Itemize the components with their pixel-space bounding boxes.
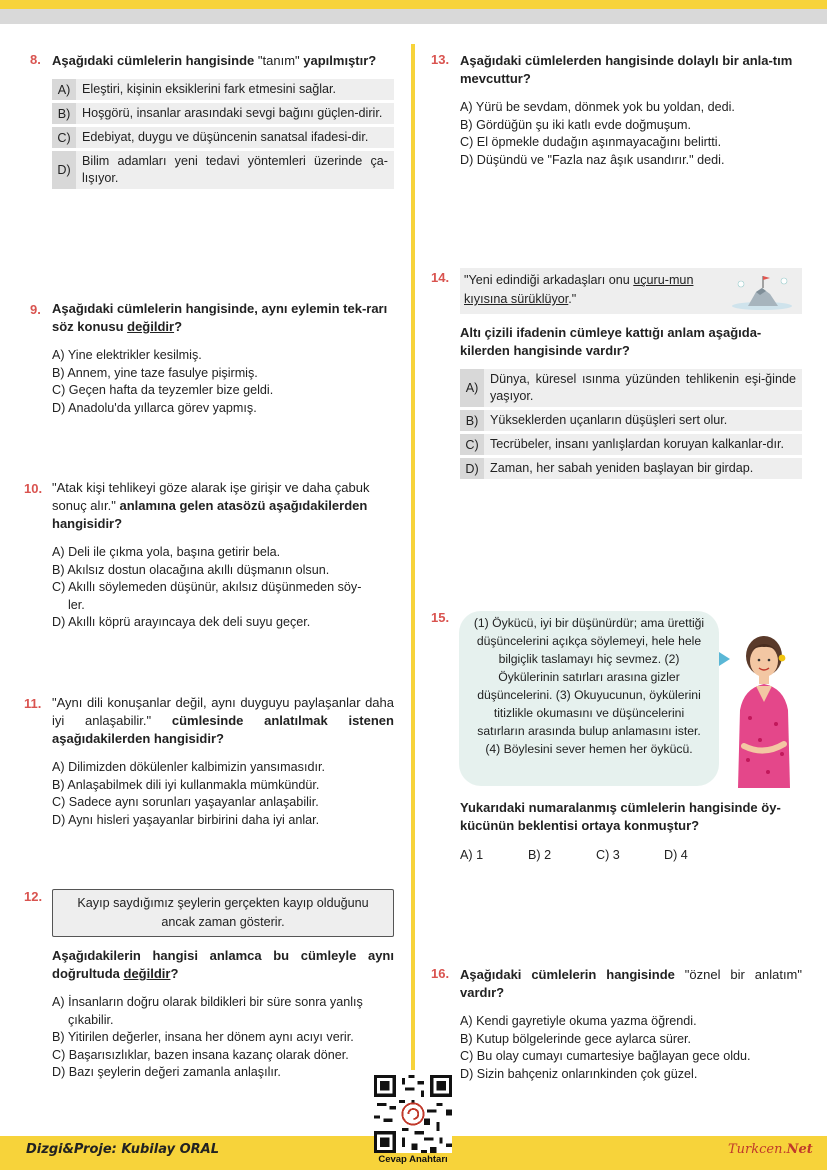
question-stem: Aşağıdaki cümlelerin hangisinde "öznel bir anlatım" vardır?: [460, 967, 802, 1000]
options: [52, 347, 394, 417]
option-b[interactable]: B) Anlaşabilmek dili iyi kullanmakla mümkündür.: [52, 777, 320, 792]
question-stem: Aşağıdaki cümlelerden hangisinde dolaylı bir anla-tım mevcuttur?: [460, 53, 793, 86]
top-gray-bar: [0, 9, 827, 24]
option-a[interactable]: A) Kendi gayretiyle okuma yazma öğrendi.: [460, 1014, 697, 1028]
option-b[interactable]: B) Gördüğün şu iki katlı evde doğmuşum.: [460, 117, 691, 132]
option-c-continued: ler.: [68, 597, 85, 612]
question-8: [30, 52, 394, 192]
option-d[interactable]: D) Zaman, her sabah yeniden başlayan bir girdap.: [460, 458, 802, 479]
speech-bubble: (1) Öykücü, iyi bir düşünürdür; ama ürettiği düşüncelerini açıkça söylemeyi, hele hele bilgiçlik taslamayı hiç sevmez. (2) Öykülerinin satırları arasına gizler düşüncelerini. (3) Okuyucunun, öykülerini titizlikle okumasını ve düşüncelerini satırların arasında bulup anlamasını ister. (4) Böylesini sever hemen her öykücü.: [459, 611, 719, 786]
question-number: 12.: [24, 889, 43, 904]
option-a[interactable]: A) Eleştiri, kişinin eksiklerini fark etmesini sağlar.: [52, 79, 394, 100]
option-a[interactable]: A) Deli ile çıkma yola, başına getirir bela.: [52, 545, 281, 559]
question-number: 8.: [30, 52, 41, 67]
quote-box: Kayıp saydığımız şeylerin gerçekten kayıp olduğunu ancak zaman gösterir.: [52, 889, 394, 937]
footer-credit: Dizgi&Proje: Kubilay ORAL: [26, 1142, 219, 1157]
cliff-illustration-icon: [726, 270, 798, 312]
quote-box: "Yeni edindiği arkadaşları onu uçuru-mun kıyısına sürüklüyor.": [460, 268, 802, 314]
question-15-number: 15.: [431, 610, 450, 625]
question-number: 13.: [431, 52, 450, 67]
option-c[interactable]: C) Bu olay cumayı cumartesiye bağlayan gece oldu.: [460, 1049, 751, 1063]
question-13: [431, 52, 802, 169]
question-number: 11.: [24, 696, 42, 711]
options: [52, 79, 394, 189]
option-c[interactable]: C) El öpmekle dudağın aşınmayacağını belirtti.: [460, 135, 722, 149]
question-number: 16.: [431, 966, 450, 981]
option-d[interactable]: D) Akıllı köprü arayıncaya dek deli suyu geçer.: [52, 615, 311, 629]
options: [52, 994, 394, 1082]
question-stem: Altı çizili ifadenin cümleye kattığı anlam aşağıda-kilerden hangisinde vardır?: [460, 325, 762, 358]
question-stem: "Atak kişi tehlikeyi göze alarak işe girişir ve daha çabuk sonuç alır." anlamına gelen atasözü aşağıdakilerden hangisidir?: [52, 480, 370, 531]
question-number: 14.: [431, 270, 450, 285]
question-stem: Aşağıdaki cümlelerin hangisinde, aynı eylemin tek-rarı söz konusu değildir?: [52, 301, 388, 334]
option-d[interactable]: D) Anadolu'da yıllarca görev yapmış.: [52, 400, 257, 415]
option-d[interactable]: D) Bilim adamları yeni tedavi yöntemleri üzerinde ça-lışıyor.: [52, 151, 394, 189]
option-b[interactable]: B) Yükseklerden uçanların düşüşleri sert olur.: [460, 410, 802, 431]
option-d[interactable]: D) 4: [664, 848, 688, 862]
question-number: 10.: [24, 481, 43, 496]
options: [460, 369, 802, 479]
options: [52, 544, 394, 632]
option-c[interactable]: C) Sadece aynı sorunları yaşayanlar anlaşabilir.: [52, 795, 319, 809]
qr-code-icon[interactable]: [374, 1075, 452, 1153]
option-d[interactable]: D) Aynı hisleri yaşayanlar birbirini daha iyi anlar.: [52, 812, 320, 827]
option-a[interactable]: A) İnsanların doğru olarak bildikleri bir süre sonra yanlış: [52, 995, 363, 1009]
question-15: [460, 799, 802, 865]
options: [52, 759, 394, 829]
column-divider: [411, 44, 415, 1070]
qr-caption: Cevap Anahtarı: [378, 1154, 448, 1165]
option-d[interactable]: D) Bazı şeylerin değeri zamanla anlaşılır.: [52, 1065, 281, 1079]
option-a[interactable]: A) 1: [460, 848, 484, 862]
question-16: [431, 966, 802, 1083]
option-c[interactable]: C) Başarısızlıklar, bazen insana kazanç olarak döner.: [52, 1047, 349, 1062]
option-b[interactable]: B) Annem, yine taze fasulye pişirmiş.: [52, 365, 258, 380]
option-c[interactable]: C) Geçen hafta da teyzemler bize geldi.: [52, 383, 274, 397]
options: [460, 99, 802, 169]
option-b[interactable]: B) Hoşgörü, insanlar arasındaki sevgi bağını güçlen-dirir.: [52, 103, 394, 124]
question-14: [431, 268, 802, 482]
question-number: 9.: [30, 302, 41, 317]
option-c[interactable]: C) 3: [596, 848, 620, 862]
option-c[interactable]: C) Edebiyat, duygu ve düşüncenin sanatsal ifadesi-dir.: [52, 127, 394, 148]
question-9: [30, 300, 394, 417]
question-12: [24, 889, 394, 1082]
option-a[interactable]: A) Yine elektrikler kesilmiş.: [52, 348, 202, 362]
question-stem: Yukarıdaki numaralanmış cümlelerin hangisinde öy-kücünün beklentisi ortaya konmuştur?: [460, 800, 781, 833]
option-d[interactable]: D) Sizin bahçeniz onlarınkinden çok güzel.: [460, 1066, 698, 1081]
options: [460, 847, 802, 865]
woman-illustration-icon: [724, 628, 804, 788]
question-stem: Aşağıdaki cümlelerin hangisinde "tanım" yapılmıştır?: [52, 53, 377, 68]
question-stem: Aşağıdakilerin hangisi anlamca bu cümleyle aynı doğrultuda değildir?: [52, 948, 394, 981]
option-b[interactable]: B) Yitirilen değerler, insana her dönem aynı acıyı verir.: [52, 1030, 354, 1044]
top-accent-bar: [0, 0, 827, 9]
option-a-continued: çıkabilir.: [68, 1012, 114, 1027]
option-a[interactable]: A) Yürü be sevdam, dönmek yok bu yoldan, dedi.: [460, 100, 735, 114]
brand-logo: Turkcen.Net: [728, 1142, 813, 1157]
option-d[interactable]: D) Düşündü ve "Fazla naz âşık usandırır." dedi.: [460, 152, 725, 167]
option-a[interactable]: A) Dünya, küresel ısınma yüzünden tehlikenin eşi-ğinde yaşıyor.: [460, 369, 802, 407]
question-stem: "Aynı dili konuşanlar değil, aynı duyguyu paylaşanlar daha iyi anlaşabilir." cümlesinde anlatılmak istenen aşağıdakilerden hangisidir?: [52, 695, 394, 746]
option-b[interactable]: B) Kutup bölgelerinde gece aylarca sürer.: [460, 1031, 692, 1046]
option-a[interactable]: A) Dilimizden dökülenler kalbimizin yansımasıdır.: [52, 760, 325, 774]
option-c[interactable]: C) Tecrübeler, insanı yanlışlardan koruyan kalkanlar-dır.: [460, 434, 802, 455]
option-b[interactable]: B) 2: [528, 848, 552, 862]
options: [460, 1013, 802, 1083]
question-11: [24, 694, 394, 829]
option-b[interactable]: B) Akılsız dostun olacağına akıllı düşmanın olsun.: [52, 562, 330, 577]
question-10: [24, 479, 394, 632]
option-c[interactable]: C) Akıllı söylemeden düşünür, akılsız düşünmeden söy-: [52, 580, 362, 594]
